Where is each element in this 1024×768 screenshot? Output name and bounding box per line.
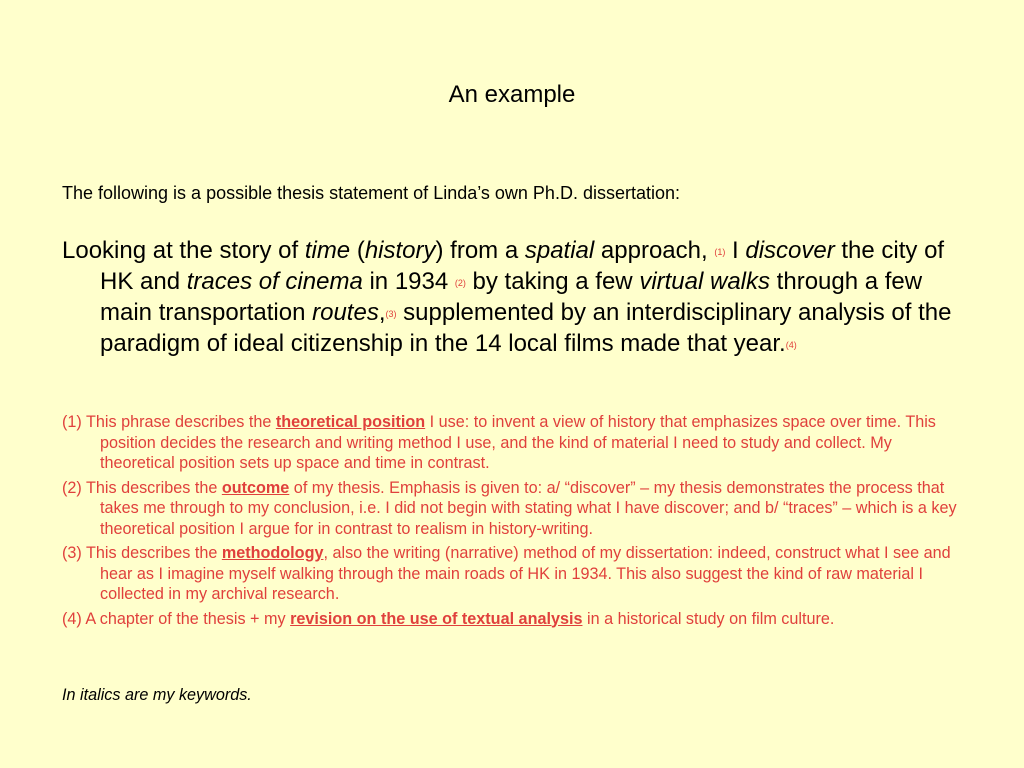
note-keyword: theoretical position [275,413,426,431]
note-text: in a historical study on film culture. [582,609,835,628]
footer-note: In italics are my keywords. [62,686,252,704]
slide-title: An example [448,81,576,108]
note-text: I use: to invent a view of history that emphasizes space over time. This position decides the research and writing method I use, and the kind of material I need to study and collect. My theoretical position sets up space and time in contrast. [100,413,936,472]
thesis-text: ( [350,237,365,264]
keyword-routes: routes [312,299,379,326]
thesis-text: , [378,299,386,326]
thesis-text: Looking at the story of [62,237,305,264]
note-text: (4) A chapter of the thesis + my [62,609,291,628]
thesis-text: supplemented by an interdisciplinary analysis of the paradigm of ideal citizenship in the 14 local films made that year. [100,299,952,357]
note-text: (2) This describes the [62,478,222,497]
note-1 [62,412,962,474]
thesis-text: approach, [594,237,715,264]
note-text: , also the writing (narrative) method of my dissertation: indeed, construct what I see and hear as I imagine myself walking through the main roads of HK in 1934. This also suggest the kind of raw material I collected in my archival research. [100,544,951,603]
intro-text: The following is a possible thesis statement of Linda’s own Ph.D. dissertation: [62,183,680,203]
note-keyword: revision on the use of textual analysis [290,609,583,628]
thesis-text: through a few main transportation [100,268,923,326]
keyword-history: history [364,237,436,264]
note-keyword: outcome [221,478,290,497]
thesis-text: ) from a [435,237,525,264]
note-2 [62,478,962,540]
keyword-spatial: spatial [524,237,595,264]
keyword-virtual-walks: virtual walks [639,268,771,295]
note-marker-2: (2) [454,278,466,288]
thesis-statement [62,236,980,360]
thesis-text: in 1934 [362,268,455,295]
note-marker-4: (4) [785,340,797,350]
note-4 [62,609,962,630]
note-marker-3: (3) [385,309,397,319]
keyword-time: time [304,237,351,264]
notes-list [62,412,962,633]
note-text: (1) This phrase describes the [62,413,276,431]
note-text: of my thesis. Emphasis is given to: a/ “discover” – my thesis demonstrates the process that takes me through to my conclusion, i.e. I did not begin with stating what I have discover; and b/ “traces” – which is a key theoretical position I argue for in contrast to realism in history-writing. [100,478,957,538]
thesis-text: the city of HK and [100,237,945,295]
keyword-traces-of-cinema: traces of cinema [186,268,363,295]
keyword-discover: discover [745,237,835,264]
note-text: (3) This describes the [62,544,222,562]
note-keyword: methodology [221,544,324,562]
note-marker-1: (1) [714,247,726,257]
note-3 [62,543,962,605]
thesis-text: by taking a few [465,268,640,295]
thesis-text: I [725,237,746,264]
